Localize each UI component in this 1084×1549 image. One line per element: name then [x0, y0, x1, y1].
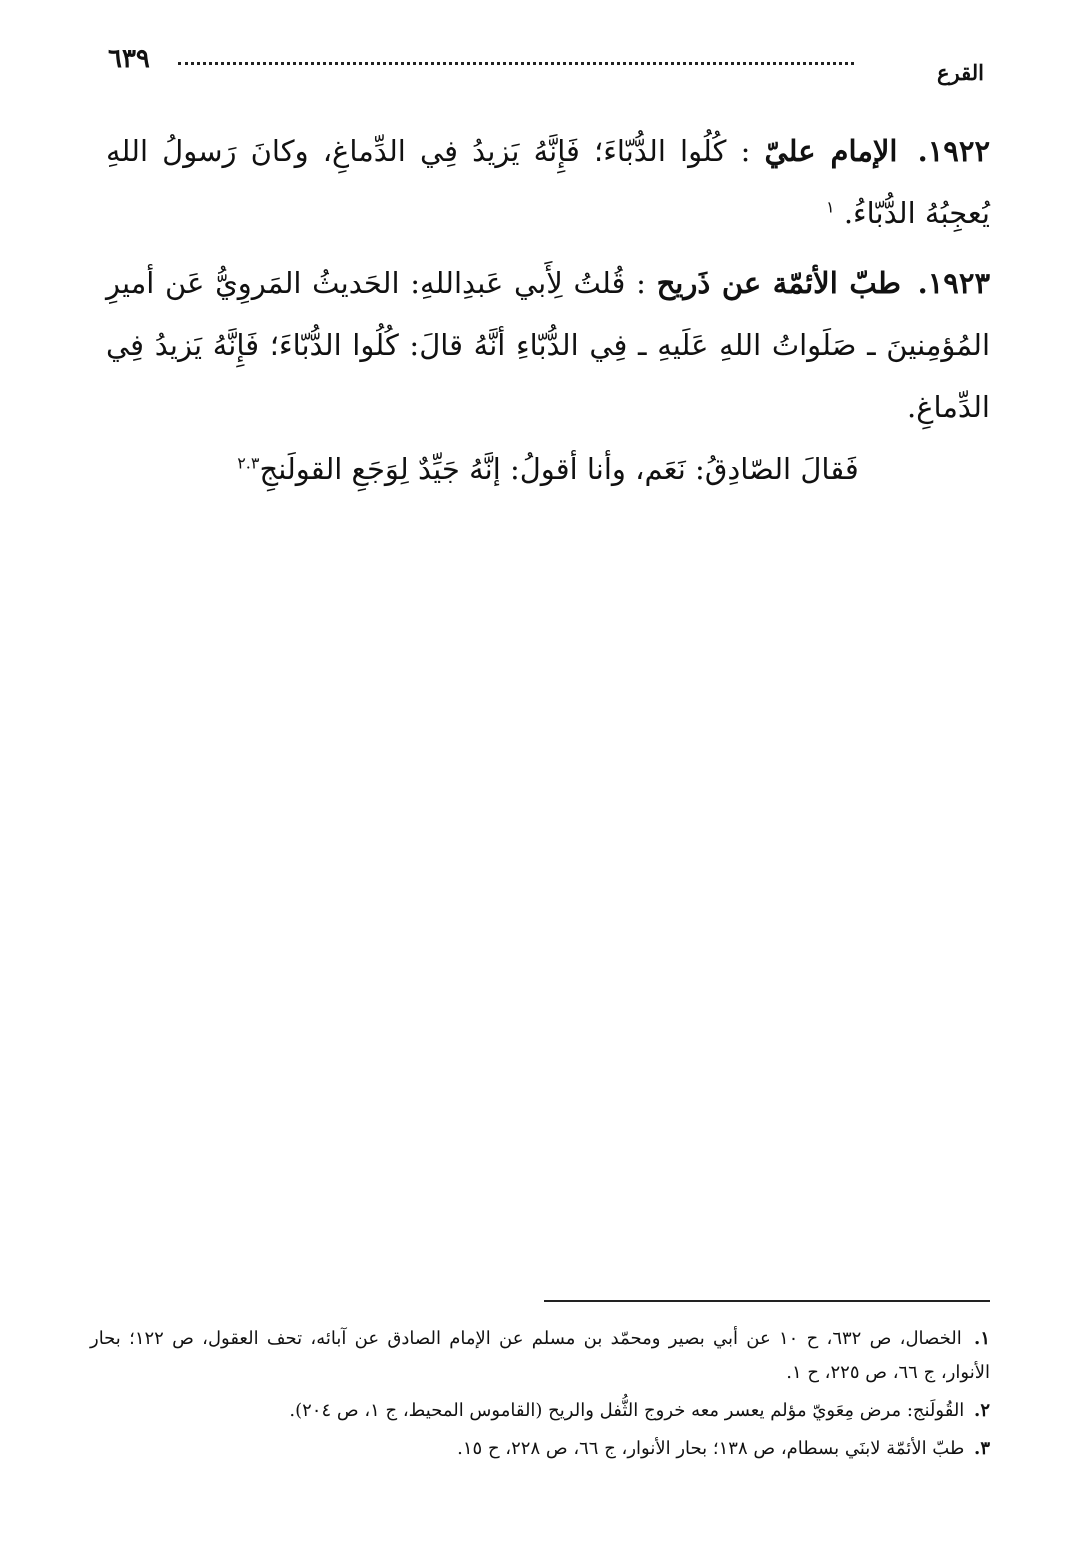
- entry-text: : قُلتُ لِأَبي عَبدِاللهِ: الحَديثُ المَروِيُّ عَن أميرِ المُؤمِنينَ ـ صَلَواتُ اللهِ عَلَيهِ ـ فِي الدُّبّاءِ أنَّهُ قالَ: كُلُوا الدُّبّاءَ؛ فَإِنَّهُ يَزيدُ فِي الدِّماغِ.: [106, 266, 990, 424]
- hadith-entry-1922: [106, 120, 990, 244]
- footnote-2: [90, 1394, 990, 1428]
- footnote-separator: [544, 1300, 990, 1302]
- entry-source: الإمام عليّ: [764, 134, 898, 168]
- footnote-number: ٢.: [974, 1400, 990, 1421]
- entry-text: : كُلُوا الدُّبّاءَ؛ فَإِنَّهُ يَزيدُ فِي الدِّماغِ، وكانَ رَسولُ اللهِ يُعجِبُهُ الدُّبّاءُ.: [106, 134, 990, 230]
- footnote-text: القُولَنج: مرض مِعَويّ مؤلم يعسر معه خروج الثُّفل والريح (القاموس المحيط، ج ١، ص ٢٠٤).: [289, 1400, 965, 1421]
- footnotes: [90, 1322, 990, 1470]
- footnote-1: [90, 1322, 990, 1390]
- entry-continuation: [106, 438, 990, 500]
- footnote-number: ١.: [974, 1328, 990, 1349]
- page-header: [108, 38, 984, 86]
- entry-number: ١٩٢٣.: [917, 266, 991, 300]
- footnote-ref: ١: [826, 197, 835, 217]
- footnote-3: [90, 1432, 990, 1466]
- footnote-ref: ٢.٣: [237, 453, 260, 473]
- footnote-number: ٣.: [974, 1438, 990, 1459]
- continuation-text: فَقالَ الصّادِقُ: نَعَم، وأنا أقولُ: إنَّهُ جَيِّدٌ لِوَجَعِ القولَنجِ: [259, 452, 859, 486]
- hadith-entry-1923: [106, 252, 990, 500]
- footnote-text: طبّ الأئمّة لابنَي بسطام، ص ١٣٨؛ بحار الأنوار، ج ٦٦، ص ٢٢٨، ح ١٥.: [457, 1438, 965, 1459]
- dotted-leader: [178, 44, 854, 65]
- page-number: ٦٣٩: [108, 44, 150, 74]
- running-title: القرع: [937, 60, 984, 85]
- footnote-text: الخصال، ص ٦٣٢، ح ١٠ عن أبي بصير ومحمّد بن مسلم عن الإمام الصادق عن آبائه، تحف العقول، ص ١٢٢؛ بحار الأنوار، ج ٦٦، ص ٢٢٥، ح ١.: [90, 1328, 990, 1383]
- main-text: [106, 120, 990, 508]
- entry-number: ١٩٢٢.: [917, 134, 991, 168]
- entry-source: طبّ الأئمّة عن ذَريح: [656, 266, 901, 300]
